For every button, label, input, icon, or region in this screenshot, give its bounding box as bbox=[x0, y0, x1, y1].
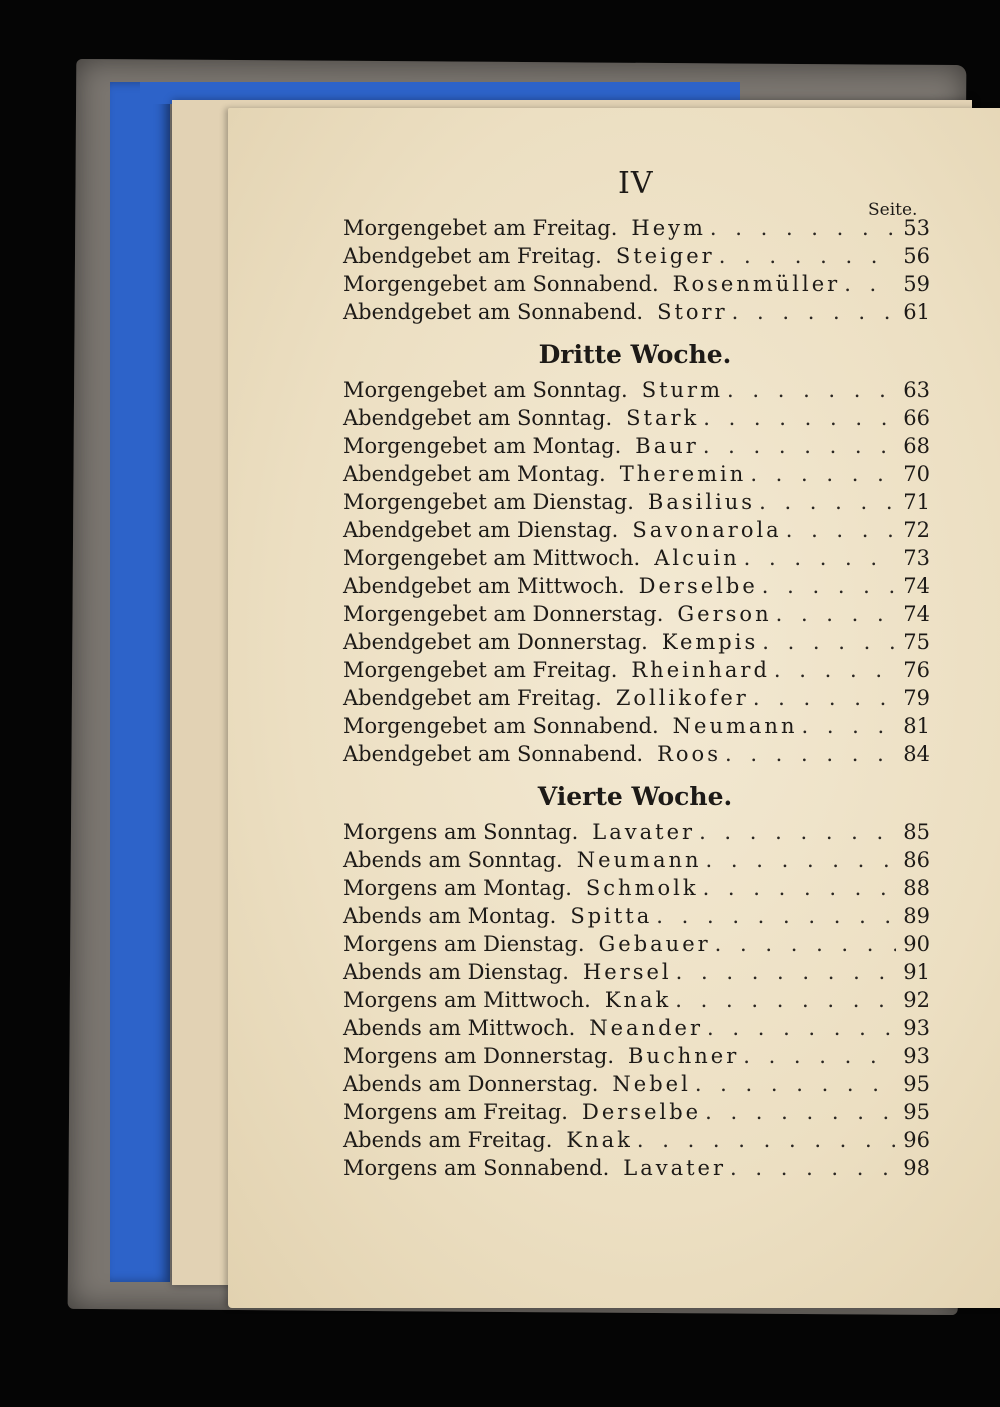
entry-text: Morgens am Dienstag. bbox=[343, 932, 585, 956]
entry-page: 61 bbox=[903, 300, 930, 324]
entry-text: Morgengebet am Mittwoch. bbox=[343, 546, 641, 570]
entry-text: Morgens am Donnerstag. bbox=[343, 1044, 614, 1068]
leader-dots bbox=[758, 574, 896, 598]
leader-dots bbox=[711, 932, 896, 956]
entry-author: Lavater bbox=[592, 820, 696, 844]
toc-row bbox=[343, 378, 930, 406]
toc-row bbox=[343, 904, 930, 932]
entry-author: Knak bbox=[604, 988, 672, 1012]
seite-column-label: Seite. bbox=[868, 200, 918, 220]
entry-author: Stark bbox=[626, 406, 700, 430]
leader-dots bbox=[672, 960, 896, 984]
entry-author: Gebauer bbox=[598, 932, 711, 956]
entry-author: Storr bbox=[657, 300, 728, 324]
section-heading-vierte-woche: Vierte Woche. bbox=[537, 782, 733, 811]
entry-author: Steiger bbox=[615, 244, 715, 268]
entry-text: Morgens am Sonnabend. bbox=[343, 1156, 610, 1180]
entry-text: Abendgebet am Sonntag. bbox=[343, 406, 613, 430]
entry-text: Abends am Dienstag. bbox=[343, 960, 569, 984]
section-heading-dritte-woche: Dritte Woche. bbox=[538, 340, 732, 369]
leader-dots bbox=[715, 244, 896, 268]
entry-page: 95 bbox=[903, 1100, 930, 1124]
leader-dots bbox=[695, 820, 896, 844]
toc-row bbox=[343, 848, 930, 876]
entry-author: Derselbe bbox=[638, 574, 758, 598]
entry-text: Abendgebet am Donnerstag. bbox=[343, 630, 648, 654]
entry-page: 95 bbox=[903, 1072, 930, 1096]
entry-page: 81 bbox=[903, 714, 930, 738]
entry-author: Savonarola bbox=[632, 518, 782, 542]
entry-text: Morgengebet am Freitag. bbox=[343, 216, 618, 240]
entry-author: Basilius bbox=[647, 490, 756, 514]
toc-row bbox=[343, 272, 930, 300]
toc-row bbox=[343, 932, 930, 960]
entry-author: Lavater bbox=[623, 1156, 727, 1180]
entry-author: Sturm bbox=[641, 378, 724, 402]
entry-text: Morgengebet am Sonnabend. bbox=[343, 714, 659, 738]
entry-text: Morgens am Mittwoch. bbox=[343, 988, 591, 1012]
entry-page: 86 bbox=[903, 848, 930, 872]
toc-row bbox=[343, 434, 930, 462]
entry-page: 93 bbox=[903, 1044, 930, 1068]
leader-dots bbox=[691, 1072, 896, 1096]
toc-row bbox=[343, 1016, 930, 1044]
toc-row bbox=[343, 742, 930, 770]
entry-page: 90 bbox=[903, 932, 930, 956]
entry-text: Abendgebet am Montag. bbox=[343, 462, 606, 486]
toc-row bbox=[343, 1044, 930, 1072]
toc-row bbox=[343, 406, 930, 434]
entry-author: Baur bbox=[635, 434, 699, 458]
leader-dots bbox=[782, 518, 896, 542]
entry-page: 72 bbox=[903, 518, 930, 542]
toc-row bbox=[343, 1072, 930, 1100]
entry-text: Morgens am Sonntag. bbox=[343, 820, 579, 844]
entry-page: 91 bbox=[903, 960, 930, 984]
leader-dots bbox=[699, 406, 896, 430]
entry-author: Hersel bbox=[582, 960, 672, 984]
toc-row bbox=[343, 490, 930, 518]
leader-dots bbox=[739, 1044, 896, 1068]
entry-page: 75 bbox=[903, 630, 930, 654]
entry-page: 88 bbox=[903, 876, 930, 900]
leader-dots bbox=[671, 988, 896, 1012]
entry-author: Rheinhard bbox=[631, 658, 770, 682]
entry-author: Zollikofer bbox=[615, 686, 749, 710]
leader-dots bbox=[633, 1128, 896, 1152]
leader-dots bbox=[749, 686, 896, 710]
toc-row bbox=[343, 988, 930, 1016]
entry-text: Abendgebet am Freitag. bbox=[343, 244, 602, 268]
entry-author: Schmolk bbox=[585, 876, 699, 900]
entry-page: 93 bbox=[903, 1016, 930, 1040]
entry-text: Abends am Donnerstag. bbox=[343, 1072, 599, 1096]
leader-dots bbox=[726, 1156, 896, 1180]
entry-page: 71 bbox=[903, 490, 930, 514]
leader-dots bbox=[702, 848, 896, 872]
leader-dots bbox=[652, 904, 896, 928]
toc-row bbox=[343, 216, 930, 244]
toc-row bbox=[343, 1100, 930, 1128]
entry-author: Roos bbox=[657, 742, 721, 766]
toc-row bbox=[343, 714, 930, 742]
entry-text: Morgengebet am Donnerstag. bbox=[343, 602, 664, 626]
toc-row bbox=[343, 658, 930, 686]
leader-dots bbox=[699, 876, 896, 900]
leader-dots bbox=[740, 546, 896, 570]
toc-row bbox=[343, 244, 930, 272]
entry-page: 76 bbox=[903, 658, 930, 682]
toc-row bbox=[343, 686, 930, 714]
entry-page: 85 bbox=[903, 820, 930, 844]
entry-author: Neumann bbox=[672, 714, 798, 738]
entry-page: 63 bbox=[903, 378, 930, 402]
blue-cover-edge bbox=[110, 82, 170, 1282]
entry-author: Nebel bbox=[612, 1072, 691, 1096]
entry-page: 84 bbox=[903, 742, 930, 766]
leader-dots bbox=[721, 742, 896, 766]
entry-text: Abendgebet am Sonnabend. bbox=[343, 300, 644, 324]
entry-page: 56 bbox=[903, 244, 930, 268]
toc-row bbox=[343, 462, 930, 490]
leader-dots bbox=[706, 216, 896, 240]
leader-dots bbox=[723, 378, 896, 402]
leader-dots bbox=[840, 272, 896, 296]
entry-text: Abends am Sonntag. bbox=[343, 848, 563, 872]
entry-author: Derselbe bbox=[581, 1100, 702, 1124]
leader-dots bbox=[758, 630, 896, 654]
entry-author: Heym bbox=[631, 216, 706, 240]
entry-text: Abends am Freitag. bbox=[343, 1128, 553, 1152]
entry-page: 89 bbox=[903, 904, 930, 928]
entry-text: Morgengebet am Montag. bbox=[343, 434, 622, 458]
toc-row bbox=[343, 300, 930, 328]
leader-dots bbox=[701, 1100, 896, 1124]
toc-row bbox=[343, 1128, 930, 1156]
toc-row bbox=[343, 876, 930, 904]
leader-dots bbox=[797, 714, 896, 738]
entry-text: Morgengebet am Dienstag. bbox=[343, 490, 634, 514]
entry-author: Buchner bbox=[628, 1044, 740, 1068]
entry-page: 79 bbox=[903, 686, 930, 710]
page-number: IV bbox=[618, 166, 654, 201]
entry-author: Gerson bbox=[677, 602, 772, 626]
toc-row bbox=[343, 518, 930, 546]
entry-text: Abends am Montag. bbox=[343, 904, 557, 928]
entry-text: Morgengebet am Freitag. bbox=[343, 658, 618, 682]
entry-text: Abendgebet am Mittwoch. bbox=[343, 574, 625, 598]
toc-row bbox=[343, 602, 930, 630]
entry-page: 68 bbox=[903, 434, 930, 458]
entry-author: Neander bbox=[589, 1016, 704, 1040]
leader-dots bbox=[770, 658, 896, 682]
entry-author: Theremin bbox=[619, 462, 747, 486]
entry-page: 96 bbox=[903, 1128, 930, 1152]
entry-page: 53 bbox=[903, 216, 930, 240]
entry-author: Kempis bbox=[661, 630, 759, 654]
toc-row bbox=[343, 820, 930, 848]
entry-text: Morgens am Freitag. bbox=[343, 1100, 568, 1124]
toc-row bbox=[343, 1156, 930, 1184]
leader-dots bbox=[699, 434, 896, 458]
toc-row bbox=[343, 546, 930, 574]
entry-page: 92 bbox=[903, 988, 930, 1012]
entry-page: 74 bbox=[903, 574, 930, 598]
entry-page: 98 bbox=[903, 1156, 930, 1180]
entry-text: Morgens am Montag. bbox=[343, 876, 572, 900]
entry-page: 74 bbox=[903, 602, 930, 626]
entry-text: Morgengebet am Sonnabend. bbox=[343, 272, 659, 296]
entry-text: Abendgebet am Sonnabend. bbox=[343, 742, 644, 766]
entry-author: Alcuin bbox=[654, 546, 740, 570]
toc-row bbox=[343, 630, 930, 658]
entry-text: Abendgebet am Dienstag. bbox=[343, 518, 619, 542]
entry-author: Neumann bbox=[576, 848, 702, 872]
leader-dots bbox=[746, 462, 896, 486]
entry-author: Rosenmüller bbox=[672, 272, 841, 296]
entry-author: Spitta bbox=[570, 904, 653, 928]
entry-text: Morgengebet am Sonntag. bbox=[343, 378, 628, 402]
entry-page: 66 bbox=[903, 406, 930, 430]
toc-row bbox=[343, 960, 930, 988]
leader-dots bbox=[703, 1016, 896, 1040]
leader-dots bbox=[755, 490, 896, 514]
leader-dots bbox=[728, 300, 896, 324]
entry-page: 59 bbox=[903, 272, 930, 296]
entry-text: Abendgebet am Freitag. bbox=[343, 686, 602, 710]
leader-dots bbox=[772, 602, 896, 626]
entry-page: 70 bbox=[903, 462, 930, 486]
entry-page: 73 bbox=[903, 546, 930, 570]
entry-author: Knak bbox=[566, 1128, 633, 1152]
entry-text: Abends am Mittwoch. bbox=[343, 1016, 576, 1040]
toc-row bbox=[343, 574, 930, 602]
